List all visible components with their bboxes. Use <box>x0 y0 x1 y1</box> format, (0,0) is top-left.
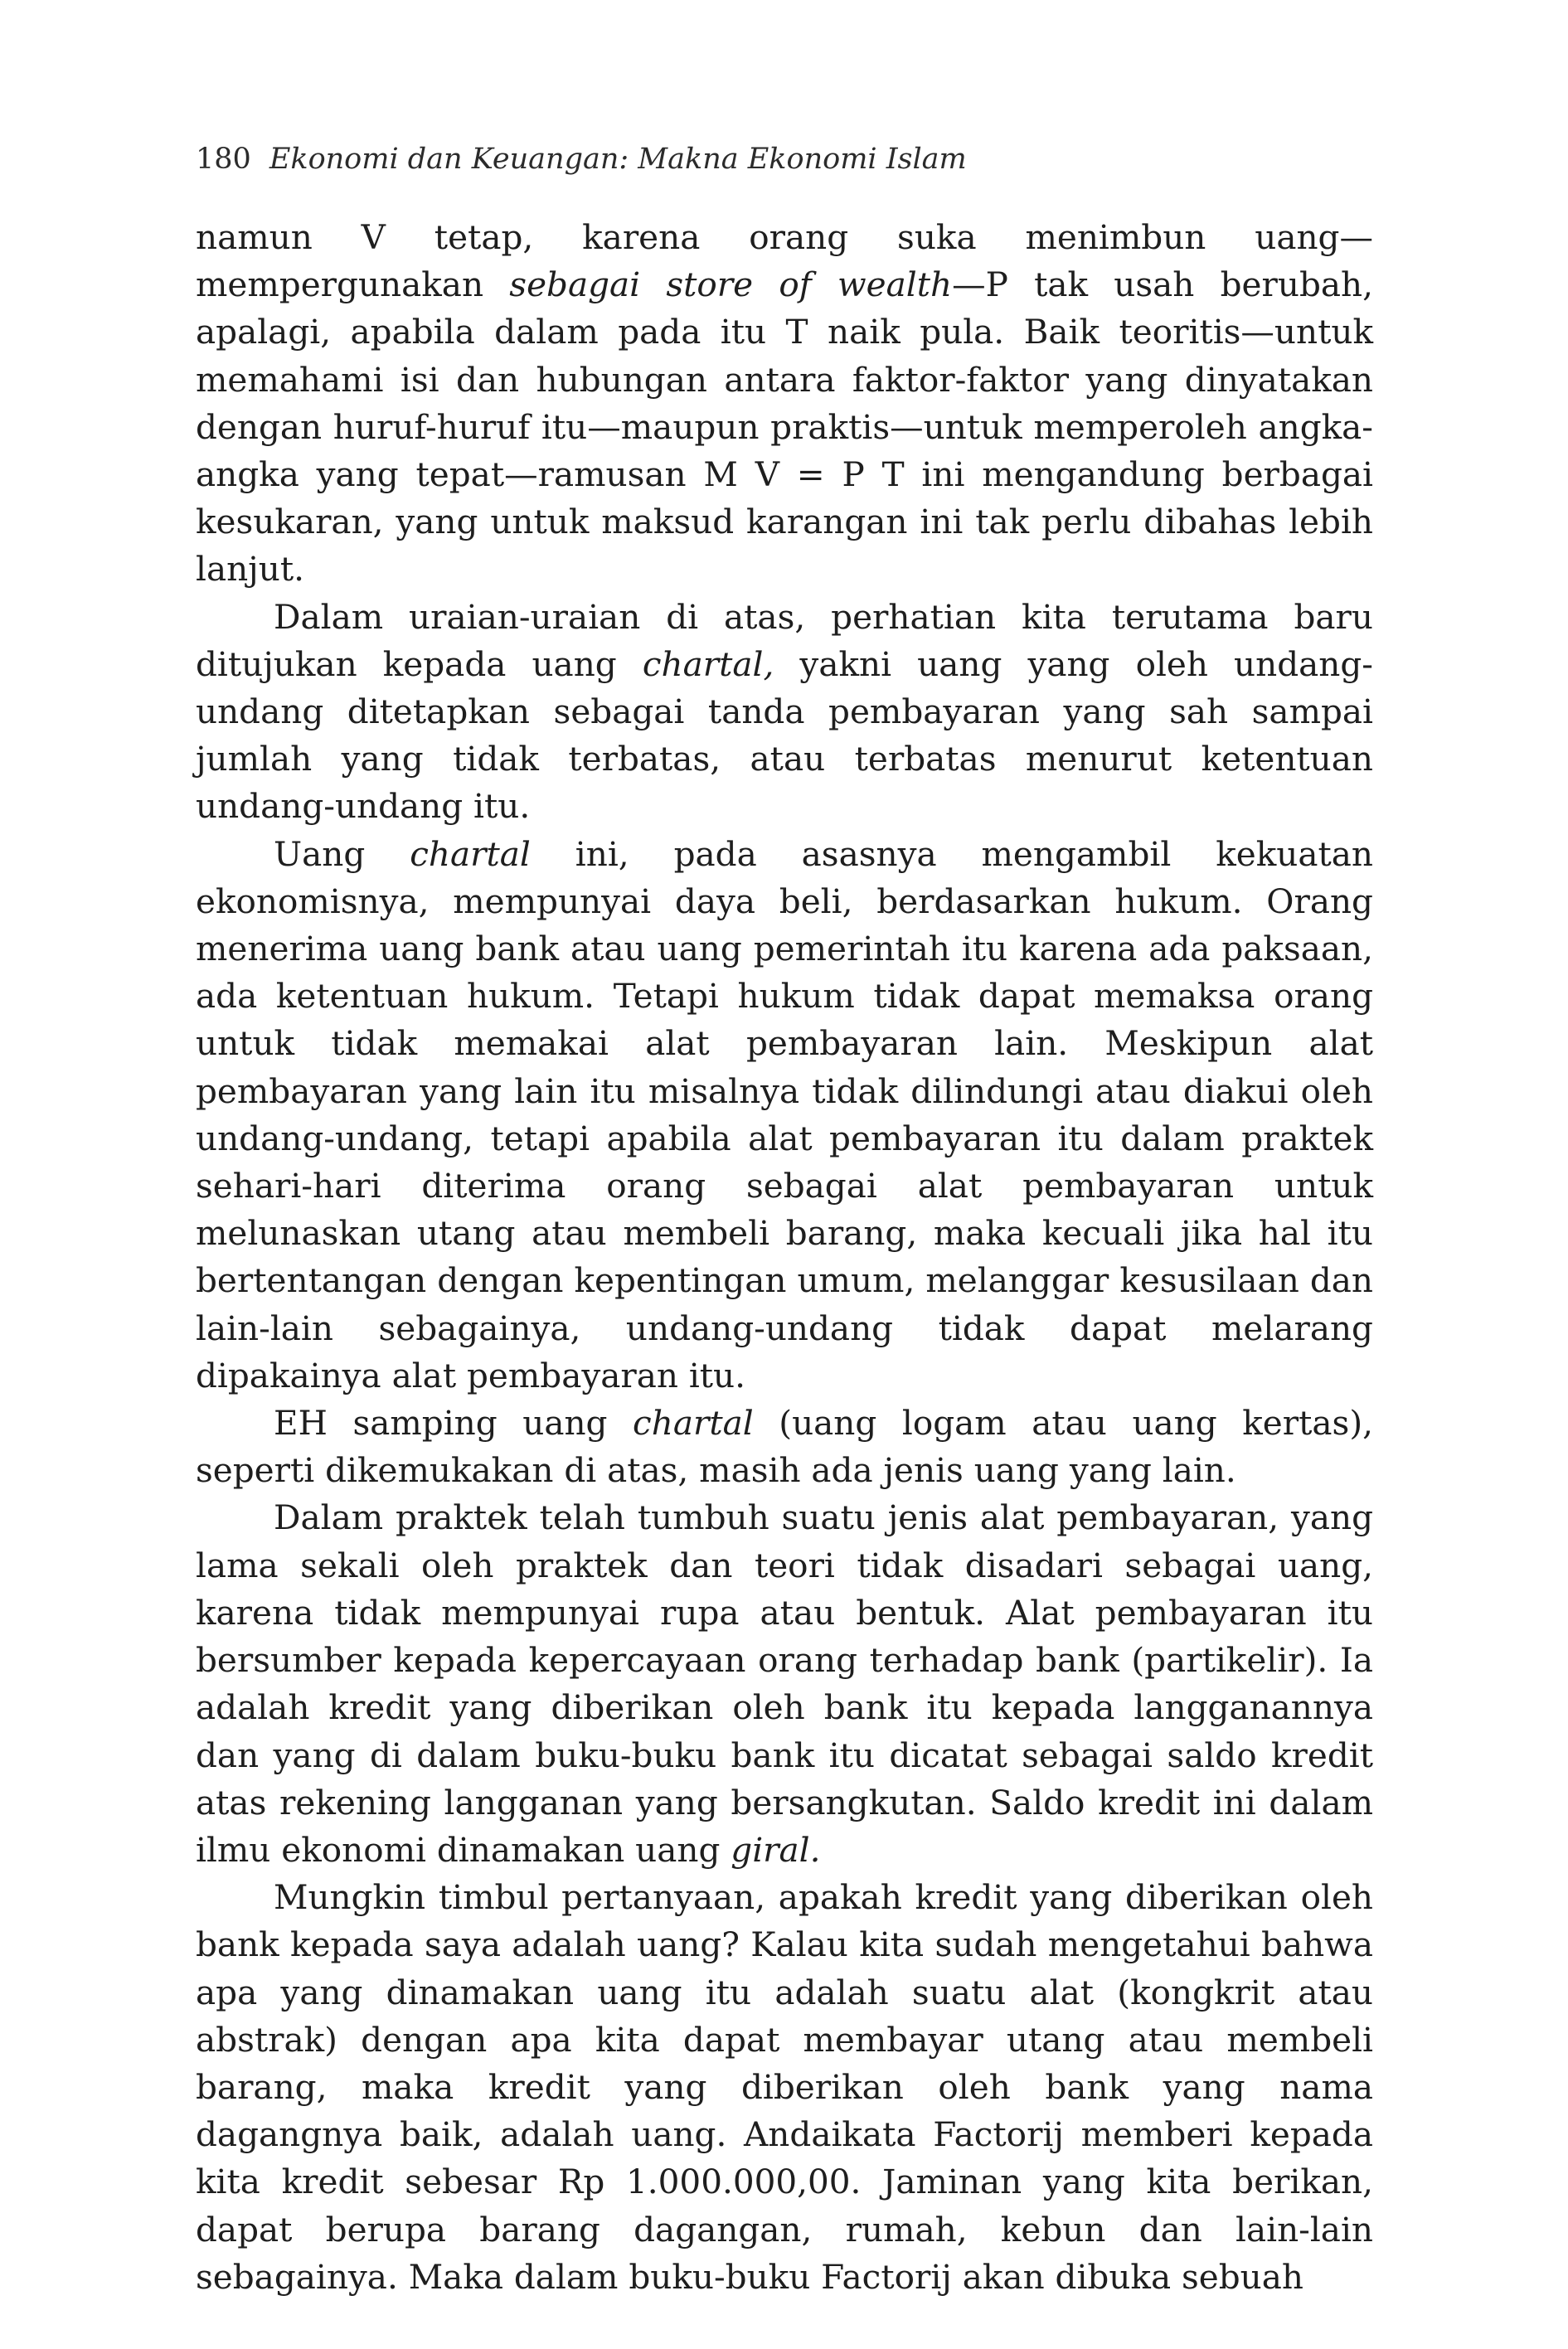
book-title: Ekonomi dan Keuangan: Makna Ekonomi Islam <box>269 143 967 176</box>
italic-text: giral. <box>731 1829 821 1870</box>
text-segment: ini, pada asasnya mengambil kekuatan ekonomisnya, mempunyai daya beli, berdasarkan hukum. Orang menerima uang bank atau uang pemerintah itu karena ada paksaan, ada ketentuan hukum. Tetapi hukum tidak dapat memaksa orang untuk tidak memakai alat pembayaran lain. Meskipun alat pembayaran yang lain itu misalnya tidak dilindungi atau diakui oleh undang-undang, tetapi apabila alat pembayaran itu dalam praktek sehari-hari diterima orang sebagai alat pembayaran untuk melunaskan utang atau membeli barang, maka kecuali jika hal itu bertentangan dengan kepentingan umum, melanggar kesusilaan dan lain-lain sebagainya, undang-undang tidak dapat melarang dipakainya alat pembayaran itu. <box>196 833 1373 1395</box>
italic-text: chartal, <box>642 643 774 684</box>
text-segment: —P tak usah berubah, apalagi, apabila dalam pada itu T naik pula. Baik teoritis—untuk memahami isi dan hubungan antara faktor-faktor yang dinyatakan dengan huruf-huruf itu—maupun praktis—untuk memperoleh angka-angka yang tepat—ramusan M V = P T ini mengandung berbagai kesukaran, yang untuk maksud karangan ini tak perlu dibahas lebih lanjut. <box>196 265 1373 590</box>
paragraph <box>196 1874 1373 2301</box>
text-segment: yakni uang yang oleh undang-undang ditetapkan sebagai tanda pembayaran yang sah sampai jumlah yang tidak terbatas, atau terbatas menurut ketentuan undang-undang itu. <box>196 643 1373 827</box>
text-segment: (uang logam atau uang kertas), seperti dikemukakan di atas, masih ada jenis uang yang lain. <box>196 1403 1374 1491</box>
text-segment: Dalam uraian-uraian di atas, perhatian kita terutama baru ditujukan kepada uang <box>196 596 1373 684</box>
paragraph <box>196 1400 1373 1494</box>
paragraph <box>196 594 1373 831</box>
italic-text: chartal <box>633 1403 754 1444</box>
paragraph <box>196 214 1373 594</box>
page-number: 180 <box>196 143 251 176</box>
text-segment: EH samping uang <box>274 1403 634 1444</box>
italic-text: sebagai store of wealth <box>509 265 953 305</box>
text-segment: Mungkin timbul pertanyaan, apakah kredit yang diberikan oleh bank kepada saya adalah uang? Kalau kita sudah mengetahui bahwa apa yang dinamakan uang itu adalah suatu alat (kongkrit atau abstrak) dengan apa kita dapat membayar utang atau membeli barang, maka kredit yang diberikan oleh bank yang nama dagangnya baik, adalah uang. Andaikata Factorij memberi kepada kita kredit sebesar Rp 1.000.000,00. Jaminan yang kita berikan, dapat berupa barang dagangan, rumah, kebun dan lain-lain sebagainya. Maka dalam buku-buku Factorij akan dibuka sebuah <box>196 1877 1373 2297</box>
running-header <box>196 143 967 176</box>
text-segment: Uang <box>274 833 410 874</box>
italic-text: chartal <box>410 833 531 874</box>
paragraph <box>196 1494 1373 1874</box>
text-segment: Dalam praktek telah tumbuh suatu jenis alat pembayaran, yang lama sekali oleh praktek dan teori tidak disadari sebagai uang, karena tidak mempunyai rupa atau bentuk. Alat pembayaran itu bersumber kepada kepercayaan orang terhadap bank (partikelir). Ia adalah kredit yang diberikan oleh bank itu kepada langganannya dan yang di dalam buku-buku bank itu dicatat sebagai saldo kredit atas rekening langganan yang bersangkutan. Saldo kredit ini dalam ilmu ekonomi dinamakan uang <box>196 1497 1373 1870</box>
paragraph <box>196 831 1373 1400</box>
text-segment: namun V tetap, karena orang suka menimbun uang—mempergunakan <box>196 217 1373 305</box>
body-text <box>196 214 1373 2301</box>
